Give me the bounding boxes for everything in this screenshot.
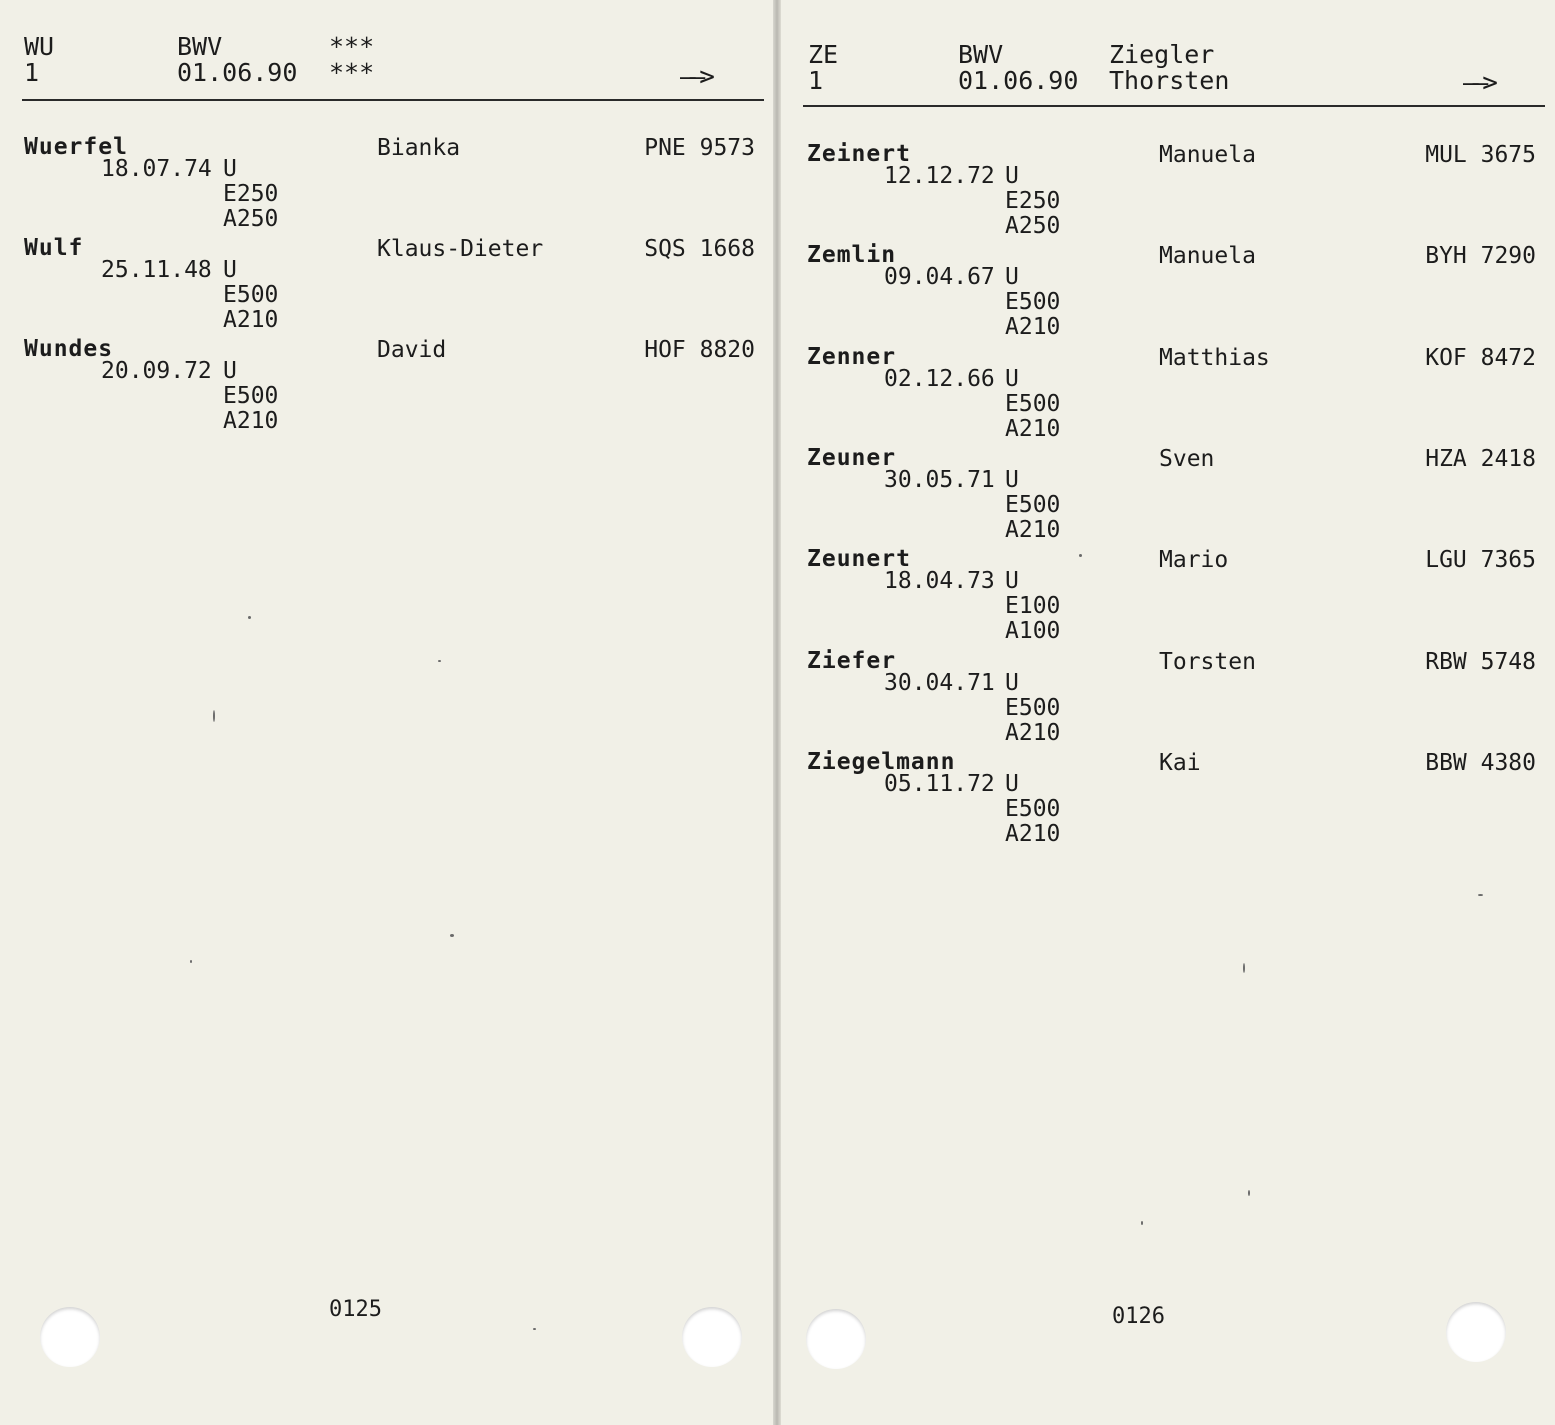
punch-hole — [806, 1309, 866, 1369]
speck — [1141, 1221, 1143, 1225]
entry-code: BBW 4380 — [1425, 749, 1536, 776]
page-gutter — [773, 0, 781, 1425]
arrow-icon: ——> — [1463, 68, 1492, 98]
entry-surname: Ziegelmann — [807, 748, 956, 775]
entry-a-code: A210 — [223, 408, 279, 434]
entry-birthdate: 02.12.66 — [884, 365, 995, 392]
entry-mark: U — [223, 156, 237, 182]
entry-a-code: A210 — [1005, 415, 1061, 442]
entry-code: SQS 1668 — [644, 236, 755, 262]
entry-firstname: David — [377, 337, 447, 363]
speck — [533, 1328, 536, 1330]
header-code: ZE — [808, 40, 839, 69]
entry-birthdate: 20.09.72 — [101, 358, 212, 384]
speck — [1079, 554, 1082, 557]
entry-birthdate: 12.12.72 — [884, 163, 995, 189]
entry-birthdate: 05.11.72 — [884, 770, 995, 797]
entry-e-code: E500 — [1005, 289, 1061, 316]
left-page — [0, 0, 773, 1425]
entry-firstname: Torsten — [1159, 648, 1256, 675]
entry-e-code: E500 — [1005, 694, 1061, 721]
entry-code: RBW 5748 — [1425, 648, 1536, 675]
entry-e-code: E500 — [1005, 390, 1061, 417]
punch-hole — [682, 1307, 742, 1367]
speck — [1243, 963, 1245, 973]
entry-firstname: Manuela — [1159, 243, 1256, 270]
entry-birthdate: 18.04.73 — [884, 568, 995, 595]
speck — [450, 934, 454, 937]
entry-surname: Ziefer — [807, 647, 897, 674]
header-date: 01.06.90 — [177, 58, 298, 87]
header-date: 01.06.90 — [958, 66, 1079, 95]
entry-e-code: E250 — [1005, 188, 1061, 214]
entry-a-code: A210 — [223, 307, 279, 333]
entry-surname: Zeuner — [807, 444, 897, 471]
entry-mark: U — [223, 358, 237, 384]
entry-code: HZA 2418 — [1425, 445, 1536, 472]
entry-firstname: Mario — [1159, 547, 1229, 574]
header-field1: *** — [329, 32, 375, 61]
header-field2: *** — [329, 58, 375, 87]
entry-surname: Zeunert — [807, 546, 911, 573]
entry-firstname: Bianka — [377, 135, 461, 161]
header-rule — [803, 105, 1545, 107]
entry-code: HOF 8820 — [644, 337, 755, 363]
entry-mark: U — [1005, 365, 1019, 392]
entry-code: BYH 7290 — [1425, 243, 1536, 270]
page-number: 0126 — [1112, 1304, 1165, 1329]
entry-mark: U — [1005, 669, 1019, 696]
header-field1: Ziegler — [1109, 40, 1215, 69]
entry-e-code: E500 — [1005, 795, 1061, 822]
entry-surname: Zenner — [807, 343, 897, 370]
entry-mark: U — [1005, 264, 1019, 291]
entry-e-code: E500 — [223, 383, 279, 409]
entry-birthdate: 30.05.71 — [884, 466, 995, 493]
entry-firstname: Klaus-Dieter — [377, 236, 544, 262]
entry-e-code: E100 — [1005, 593, 1061, 620]
header-code: WU — [24, 32, 55, 61]
header-label: BWV — [177, 32, 223, 61]
entry-birthdate: 30.04.71 — [884, 669, 995, 696]
header-label: BWV — [958, 40, 1004, 69]
entry-e-code: E500 — [223, 282, 279, 308]
entry-a-code: A100 — [1005, 618, 1061, 645]
entry-code: LGU 7365 — [1425, 547, 1536, 574]
entry-e-code: E500 — [1005, 491, 1061, 518]
punch-hole — [40, 1307, 100, 1367]
entry-a-code: A210 — [1005, 314, 1061, 341]
speck — [1248, 1190, 1250, 1196]
punch-hole — [1446, 1302, 1506, 1362]
speck — [190, 960, 192, 963]
entry-firstname: Matthias — [1159, 344, 1270, 371]
entry-surname: Zemlin — [807, 242, 897, 269]
header-number: 1 — [24, 58, 40, 87]
entry-a-code: A210 — [1005, 516, 1061, 543]
entry-birthdate: 09.04.67 — [884, 264, 995, 291]
page-number: 0125 — [329, 1297, 382, 1322]
entry-surname: Zeinert — [807, 141, 911, 167]
entry-mark: U — [1005, 466, 1019, 493]
entry-mark: U — [1005, 568, 1019, 595]
entry-code: KOF 8472 — [1425, 344, 1536, 371]
entry-a-code: A250 — [223, 206, 279, 232]
right-page — [781, 0, 1555, 1425]
entry-mark: U — [1005, 770, 1019, 797]
entry-a-code: A210 — [1005, 719, 1061, 746]
entry-surname: Wuerfel — [24, 134, 128, 160]
header-rule — [22, 99, 764, 101]
speck — [1478, 894, 1483, 896]
entry-a-code: A250 — [1005, 213, 1061, 239]
entry-firstname: Manuela — [1159, 142, 1256, 168]
arrow-icon: ——> — [680, 62, 709, 92]
header-number: 1 — [808, 66, 824, 95]
entry-code: PNE 9573 — [644, 135, 755, 161]
header-field2: Thorsten — [1109, 66, 1230, 95]
speck — [248, 616, 251, 619]
speck — [213, 710, 215, 722]
speck — [438, 660, 441, 662]
entry-firstname: Kai — [1159, 749, 1201, 776]
entry-birthdate: 25.11.48 — [101, 257, 212, 283]
entry-mark: U — [1005, 163, 1019, 189]
entry-surname: Wundes — [24, 336, 114, 362]
entry-firstname: Sven — [1159, 445, 1215, 472]
entry-e-code: E250 — [223, 181, 279, 207]
entry-birthdate: 18.07.74 — [101, 156, 212, 182]
entry-surname: Wulf — [24, 235, 84, 261]
entry-mark: U — [223, 257, 237, 283]
entry-code: MUL 3675 — [1425, 142, 1536, 168]
entry-a-code: A210 — [1005, 820, 1061, 847]
